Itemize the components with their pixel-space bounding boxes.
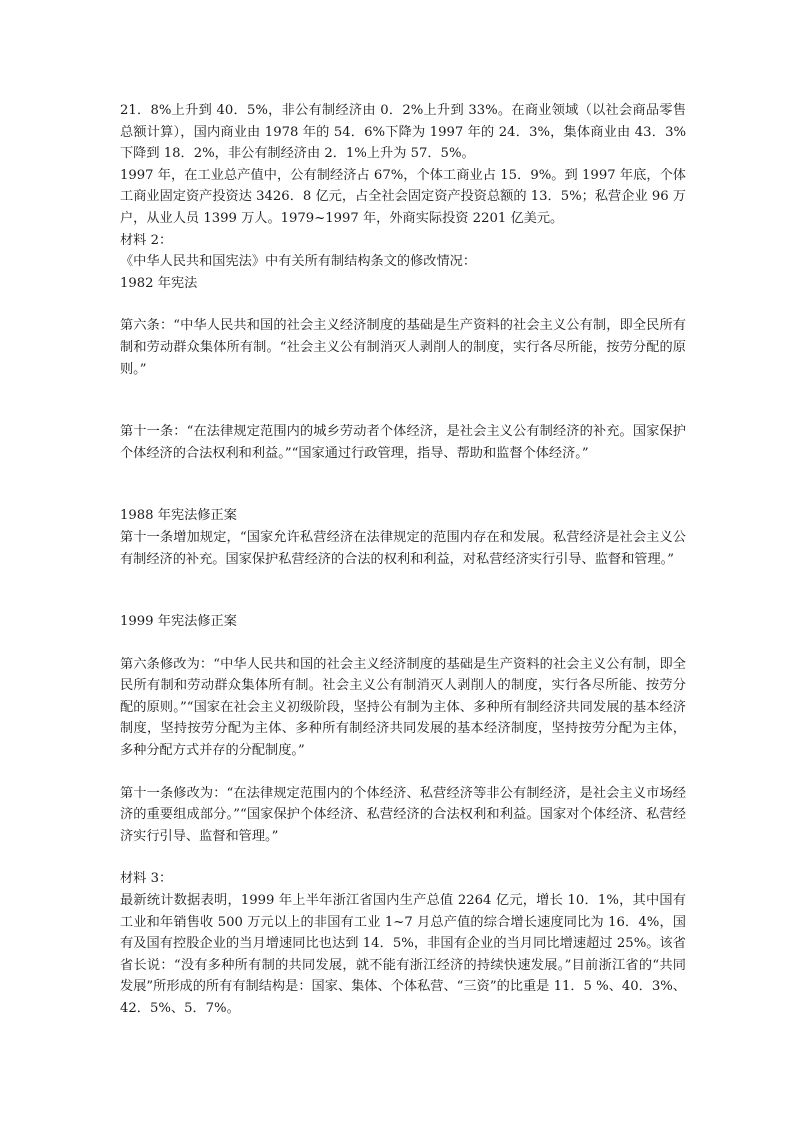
article-6-1982: 第六条：“中华人民共和国的社会主义经济制度的基础是生产资料的社会主义公有制，即全民所有制和劳动群众集体所有制。“社会主义公有制消灭人剥削人的制度，实行各尽所能，按劳分配的原则。” [120,318,686,377]
article-11-1999: 第十一条修改为：“在法律规定范围内的个体经济、私营经济等非公有制经济，是社会主义市场经济的重要组成部分。”“国家保护个体经济、私营经济的合法权利和利益。国家对个体经济、私营经济实行引导、监督和管理。” [120,785,686,844]
article-11-1982: 第十一条：“在法律规定范围内的城乡劳动者个体经济，是社会主义公有制经济的补充。国家保护个体经济的合法权利和利益。”“国家通过行政管理，指导、帮助和监督个体经济。” [120,424,686,461]
paragraph-commerce-stats: 21．8%上升到 40．5%，非公有制经济由 0．2%上升到 33%。在商业领域（以社会商品零售总额计算），国内商业由 1978 年的 54．6%下降为 1997 年的 24．3%，集体商业由 43．3%下降到 18．2%，非公有制经济由 2．1%上升为 57．5%。 [120,103,686,162]
material-3-heading: 材料 3： [120,871,173,887]
document-page [120,100,686,1020]
article-11-1988: 第十一条增加规定，“国家允许私营经济在法律规定的范围内存在和发展。私营经济是社会主义公有制经济的补充。国家保护私营经济的合法的权利和利益，对私营经济实行引导、监督和管理。” [120,529,686,567]
paragraph-1997-industry: 1997 年，在工业总产值中，公有制经济占 67%，个体工商业占 15．9%。到 1997 年底，个体工商业固定资产投资达 3426．8 亿元，占全社会固定资产投资总额的 13．5%；私营企业 96 万户，从业人员 1399 万人。1979~1997 年，外商实际投资 2201 亿美元。 [120,167,686,226]
heading-1999-amendment: 1999 年宪法修正案 [120,614,237,630]
material-2-heading: 材料 2： [120,232,173,248]
heading-1982-constitution: 1982 年宪法 [120,275,198,291]
heading-1988-amendment: 1988 年宪法修正案 [120,508,237,524]
article-6-1999: 第六条修改为：“中华人民共和国的社会主义经济制度的基础是生产资料的社会主义公有制，即全民所有制和劳动群众集体所有制。社会主义公有制消灭人剥削人的制度，实行各尽所能、按劳分配的原则。”“国家在社会主义初级阶段，坚持公有制为主体、多种所有制经济共同发展的基本经济制度，坚持按劳分配为主体、多种所有制经济共同发展的基本经济制度，坚持按劳分配为主体，多种分配方式并存的分配制度。” [120,656,686,759]
paragraph-zhejiang-stats: 最新统计数据表明，1999 年上半年浙江省国内生产总值 2264 亿元，增长 10．1%，其中国有工业和年销售收 500 万元以上的非国有工业 1~7 月总产值的综合增长速度同比为 16．4%，国有及国有控股企业的当月增速同比也达到 14．5%，非国有企业的当月同比增速超过 25%。该省省长说：“没有多种所有制的共同发展，就不能有浙江经济的持续快速发展。”目前浙江省的“共同发展”所形成的所有有制结构是：国家、集体、个体私营、“三资”的比重是 11．5 %、40．3%、42．5%、5．7%。 [120,893,686,1016]
constitution-intro: 《中华人民共和国宪法》中有关所有制结构条文的修改情况： [120,254,477,270]
